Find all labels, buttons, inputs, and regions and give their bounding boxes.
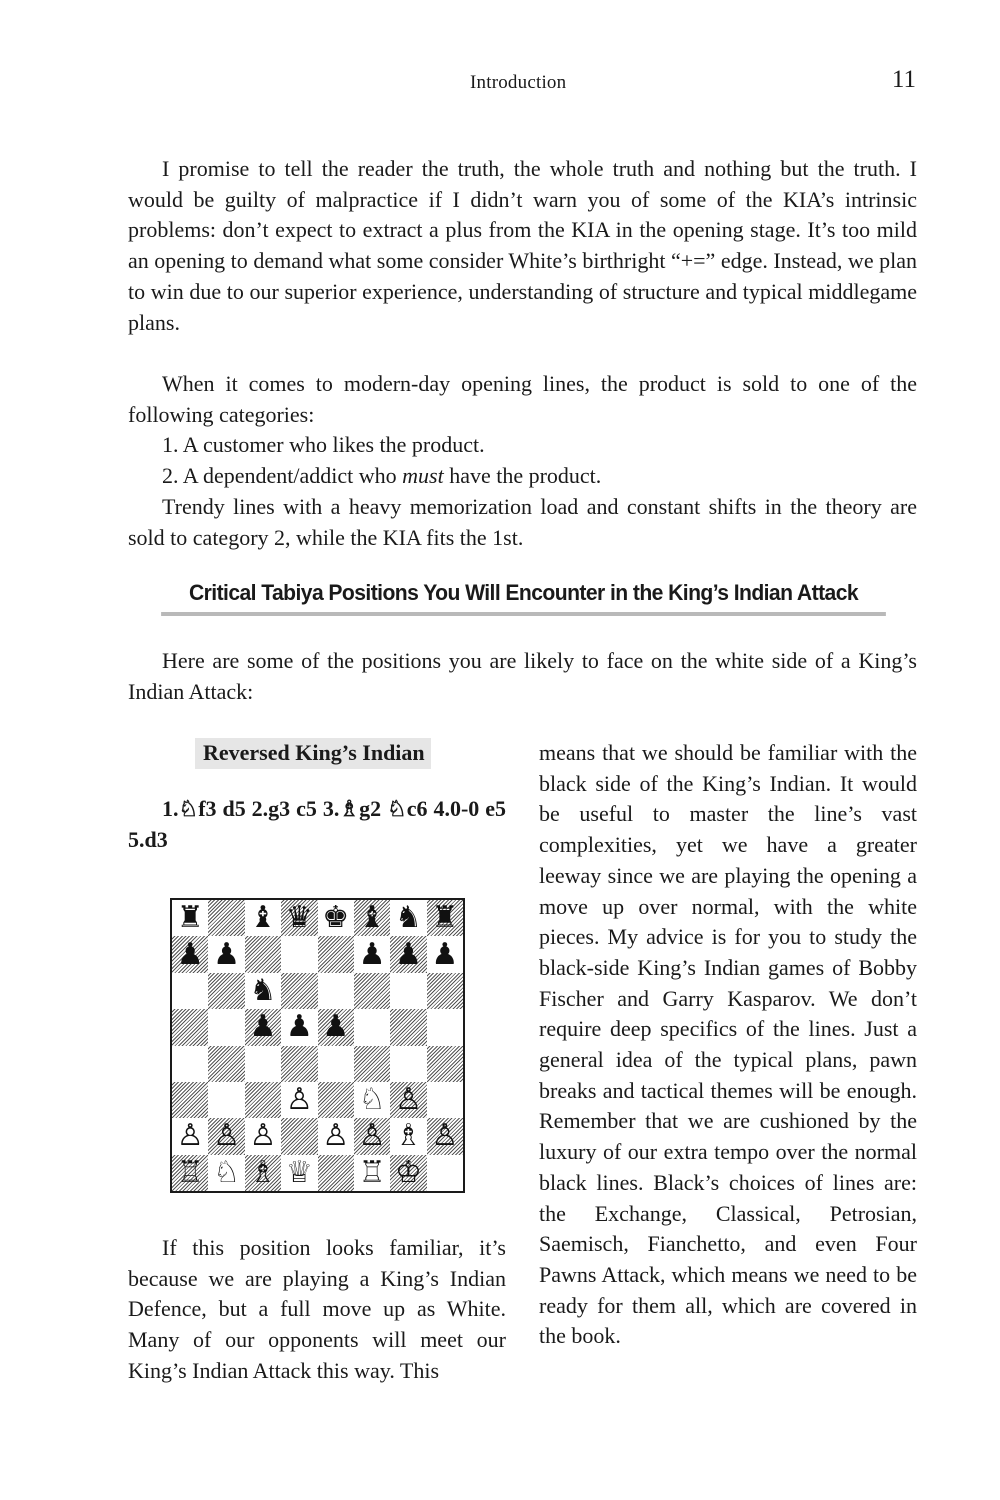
square-a4 — [172, 1046, 208, 1082]
section-heading: Critical Tabiya Positions You Will Encounter in the King’s Indian Attack — [161, 580, 886, 616]
square-f1 — [354, 1155, 390, 1191]
black-knight-icon: ♞ — [394, 900, 422, 936]
white-pawn-icon: ♙ — [431, 1118, 459, 1154]
list-item-2-emphasis: must — [402, 463, 444, 488]
square-e2 — [318, 1118, 354, 1154]
square-b1 — [208, 1155, 244, 1191]
square-h4 — [427, 1046, 463, 1082]
square-h8 — [427, 900, 463, 936]
black-rook-icon: ♜ — [176, 900, 204, 936]
move-sequence: 1.♘f3 d5 2.g3 c5 3.♗g2 ♘c6 4.0-0 e5 5.d3 — [128, 796, 506, 852]
square-b2 — [208, 1118, 244, 1154]
black-pawn-icon: ♟ — [394, 936, 422, 972]
square-d5 — [281, 1009, 317, 1045]
square-c4 — [245, 1046, 281, 1082]
square-d1 — [281, 1155, 317, 1191]
white-pawn-icon: ♙ — [358, 1118, 386, 1154]
black-pawn-icon: ♟ — [431, 936, 459, 972]
running-head — [0, 66, 1000, 100]
black-pawn-icon: ♟ — [322, 1009, 350, 1045]
square-b6 — [208, 973, 244, 1009]
square-f7 — [354, 936, 390, 972]
paragraph-positions: Here are some of the positions you are likely to face on the white side of a King’s Indian Attack: — [128, 648, 917, 704]
white-pawn-icon: ♙ — [249, 1118, 277, 1154]
square-c6 — [245, 973, 281, 1009]
square-d3 — [281, 1082, 317, 1118]
square-d8 — [281, 900, 317, 936]
square-e7 — [318, 936, 354, 972]
left-column — [128, 738, 506, 1383]
square-c3 — [245, 1082, 281, 1118]
list-item-2-before: 2. A dependent/addict who — [162, 463, 403, 488]
black-pawn-icon: ♟ — [285, 1009, 313, 1045]
square-b3 — [208, 1082, 244, 1118]
black-pawn-icon: ♟ — [213, 936, 241, 972]
white-pawn-icon: ♙ — [322, 1118, 350, 1154]
white-bishop-icon: ♗ — [249, 1154, 277, 1190]
left-column-text: If this position looks familiar, it’s because we are playing a King’s Indian Defence, but a full move up as White. Many of our opponents will meet our King’s Indian Attack this way. This — [128, 1235, 506, 1383]
square-a6 — [172, 973, 208, 1009]
square-f6 — [354, 973, 390, 1009]
square-g1 — [390, 1155, 426, 1191]
running-title: Introduction — [470, 72, 567, 93]
paragraph-truth: I promise to tell the reader the truth, the whole truth and nothing but the truth. I would be guilty of malpractice if I didn’t warn you of some of the KIA’s intrinsic problems: don’t expect to extract a plus from the KIA in the opening stage. It’s too mild an opening to demand what some consider White’s birthright “+=” edge. Instead, we plan to win due to our superior experience, understanding of structure and typical middlegame plans. — [128, 156, 917, 335]
square-e4 — [318, 1046, 354, 1082]
black-pawn-icon: ♟ — [358, 936, 386, 972]
white-pawn-icon: ♙ — [213, 1118, 241, 1154]
square-a3 — [172, 1082, 208, 1118]
square-c1 — [245, 1155, 281, 1191]
square-f2 — [354, 1118, 390, 1154]
black-king-icon: ♚ — [322, 900, 350, 936]
black-pawn-icon: ♟ — [249, 1009, 277, 1045]
square-g5 — [390, 1009, 426, 1045]
square-a1 — [172, 1155, 208, 1191]
square-a2 — [172, 1118, 208, 1154]
white-pawn-icon: ♙ — [394, 1082, 422, 1118]
square-e1 — [318, 1155, 354, 1191]
square-b7 — [208, 936, 244, 972]
square-c5 — [245, 1009, 281, 1045]
white-queen-icon: ♕ — [285, 1154, 313, 1190]
square-d7 — [281, 936, 317, 972]
square-h6 — [427, 973, 463, 1009]
square-d4 — [281, 1046, 317, 1082]
square-b5 — [208, 1009, 244, 1045]
square-f5 — [354, 1009, 390, 1045]
black-bishop-icon: ♝ — [249, 900, 277, 936]
square-g6 — [390, 973, 426, 1009]
square-e6 — [318, 973, 354, 1009]
list-item-1: 1. A customer who likes the product. — [162, 432, 485, 457]
square-c8 — [245, 900, 281, 936]
square-g3 — [390, 1082, 426, 1118]
chess-board — [172, 900, 463, 1191]
black-bishop-icon: ♝ — [358, 900, 386, 936]
square-h1 — [427, 1155, 463, 1191]
square-f3 — [354, 1082, 390, 1118]
white-bishop-icon: ♗ — [394, 1118, 422, 1154]
square-b8 — [208, 900, 244, 936]
square-h5 — [427, 1009, 463, 1045]
white-pawn-icon: ♙ — [285, 1082, 313, 1118]
white-rook-icon: ♖ — [358, 1154, 386, 1190]
list-item-2-after: have the product. — [443, 463, 602, 488]
square-f8 — [354, 900, 390, 936]
square-e3 — [318, 1082, 354, 1118]
square-a8 — [172, 900, 208, 936]
square-g7 — [390, 936, 426, 972]
white-knight-icon: ♘ — [213, 1154, 241, 1190]
white-pawn-icon: ♙ — [176, 1118, 204, 1154]
paragraph-categories: When it comes to modern-day opening lines, the product is sold to one of the following categories: — [128, 371, 917, 427]
right-column-text: means that we should be familiar with the black side of the King’s Indian. It would be useful to master the line’s vast complexities, yet we have a greater leeway since we are playing the opening a move up over normal, with the white pieces. My advice is for you to study the black-side King’s Indian games of Bobby Fischer and Garry Kasparov. We don’t require deep specifics of the lines. Just a general idea of the typical plans, pawn breaks and tactical themes will be enough. Remember that we are cushioned by the luxury of our extra tempo over the normal black lines. Black’s choices of lines are: the Exchange, Classical, Petrosian, Saemisch, Fianchetto, and even Four Pawns Attack, which means we need to be ready for them all, which are covered in the book. — [539, 740, 917, 1349]
square-h7 — [427, 936, 463, 972]
list-item-2 — [128, 461, 917, 492]
square-h3 — [427, 1082, 463, 1118]
paragraph-trendy: Trendy lines with a heavy memorization load and constant shifts in the theory are sold to category 2, while the KIA fits the 1st. — [128, 494, 917, 550]
square-e5 — [318, 1009, 354, 1045]
square-b4 — [208, 1046, 244, 1082]
white-knight-icon: ♘ — [358, 1082, 386, 1118]
square-a7 — [172, 936, 208, 972]
square-d2 — [281, 1118, 317, 1154]
square-g4 — [390, 1046, 426, 1082]
black-queen-icon: ♛ — [285, 900, 313, 936]
square-c7 — [245, 936, 281, 972]
black-pawn-icon: ♟ — [176, 936, 204, 972]
square-e8 — [318, 900, 354, 936]
square-d6 — [281, 973, 317, 1009]
diagram-title: Reversed King’s Indian — [195, 738, 431, 769]
chess-diagram — [170, 898, 465, 1193]
white-king-icon: ♔ — [394, 1154, 422, 1190]
black-rook-icon: ♜ — [431, 900, 459, 936]
white-rook-icon: ♖ — [176, 1154, 204, 1190]
square-g8 — [390, 900, 426, 936]
square-g2 — [390, 1118, 426, 1154]
square-c2 — [245, 1118, 281, 1154]
square-f4 — [354, 1046, 390, 1082]
square-h2 — [427, 1118, 463, 1154]
square-a5 — [172, 1009, 208, 1045]
diagram-title-wrap — [195, 738, 506, 769]
black-knight-icon: ♞ — [249, 972, 277, 1008]
page-number: 11 — [891, 66, 916, 93]
